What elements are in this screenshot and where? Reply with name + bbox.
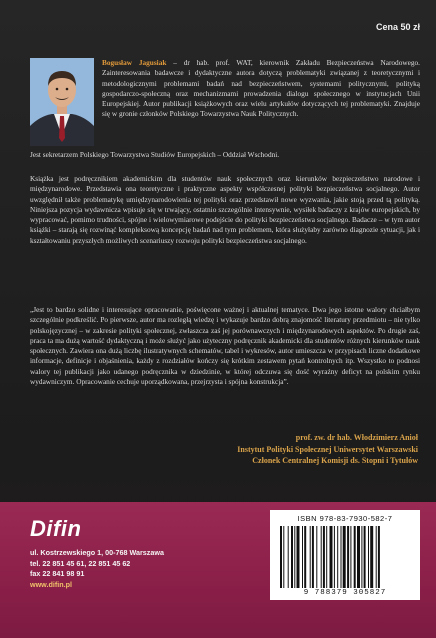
author-bio-tail: Jest sekretarzem Polskiego Towarzystwa Studiów Europejskich – Oddział Wschodni. <box>30 150 280 159</box>
publisher-footer <box>0 502 436 638</box>
review-quote: „Jest to bardzo solidne i interesujące opracowanie, poświęcone ważnej i aktualnej tematyce. Dwa jego istotne walory chciałbym szczególnie podkreślić. Po pierwsze, autor ma rozległą wiedzę i wykazuje bardzo dobrą znajomość literatury przedmiotu – nie tylko polskojęzycznej – w zakresie polityki społecznej, zwłaszcza zaś jej porównawczych i międzynarodowych aspektów. Po drugie zaś, praca ta ma dużą wartość dydaktyczną i może służyć jako użyteczny podręcznik akademicki dla studentów różnych kierunków nauk społecznych. Zawiera ona dużą liczbę ilustratywnych schematów, tabel i wykresów, autor umieszcza w przypisach liczne dodatkowe informacje, definicje i objaśnienia, każdy z rozdziałów kończy się krótkim zestawem pytań kontrolnych itp. Wszystko to podnosi walory tej publikacji jako udanego podręcznika w dziedzinie, w której odczuwa się dość wyraźny deficyt na polskim rynku wydawniczym. Opracowanie cechuje uporządkowana, przejrzysta i spójna konstrukcja”. <box>30 305 420 387</box>
barcode-stripe <box>354 526 356 588</box>
barcode-stripe <box>316 526 317 588</box>
barcode-bars-icon <box>280 526 410 588</box>
reviewer-role: Członek Centralnej Komisji ds. Stopni i Tytułów <box>252 456 418 465</box>
ean-number: 9 788379 305827 <box>303 589 387 597</box>
barcode-stripe <box>370 526 373 588</box>
barcode-stripe <box>337 526 338 588</box>
barcode-stripe <box>326 526 327 588</box>
barcode-stripe <box>341 526 342 588</box>
barcode <box>270 510 420 600</box>
reviewer-institution: Instytut Polityki Społecznej Uniwersytet Warszawski <box>237 444 418 454</box>
publisher-info <box>30 548 164 590</box>
barcode-stripe <box>280 526 282 588</box>
barcode-stripe <box>323 526 325 588</box>
barcode-stripe <box>347 526 349 588</box>
isbn-label: ISBN 978-83-7930-582-7 <box>297 514 393 523</box>
barcode-stripe <box>312 526 314 588</box>
price-label: Cena 50 zł <box>375 22 420 32</box>
publisher-fax: fax 22 841 98 91 <box>30 569 85 578</box>
barcode-stripe <box>378 526 380 588</box>
barcode-stripe <box>334 526 335 588</box>
barcode-stripe <box>376 526 377 588</box>
barcode-stripe <box>310 526 311 588</box>
barcode-stripe <box>364 526 366 588</box>
barcode-stripe <box>368 526 369 588</box>
reviewer-signature <box>237 432 418 467</box>
publisher-tel: tel. 22 851 45 61, 22 851 45 62 <box>30 558 131 568</box>
barcode-stripe <box>361 526 362 588</box>
barcode-stripe <box>343 526 346 588</box>
barcode-stripe <box>350 526 351 588</box>
barcode-stripe <box>283 526 284 588</box>
author-photo <box>30 58 94 146</box>
barcode-stripe <box>304 526 306 588</box>
book-description: Książka jest podręcznikiem akademickim dla studentów nauk społecznych oraz kierunków bezpieczeństwo narodowe i międzynarodowe. Przedstawia ona teoretyczne i praktyczne aspekty współczesnej polityki bezpieczeństwa socjalnego. Autor uwzględnił także problematykę umiędzynarodowienia tej polityki oraz przedstawił nowe wyzwania, jakie stoją przed tą polityką. Niniejsza pozycja wydawnicza wpisuje się w trwający, ostatnio szczególnie intensywnie, wysiłek badaczy z krajów europejskich, by wypracować, pomimo trudności, spójne i wielowymiarowe podejście do polityki bezpieczeństwa socjalnego. Badacze – w tym autor książki – starają się rozwinąć kompleksową koncepcję badań nad tym problemem, która służyłaby zarówno diagnozie sytuacji, jak i kształtowaniu przyszłych możliwych scenariuszy rozwoju polityki bezpieczeństwa socjalnego. <box>30 174 420 245</box>
publisher-logo: Difin <box>30 516 82 541</box>
author-portrait-icon <box>30 58 94 146</box>
barcode-stripe <box>291 526 293 588</box>
publisher-website: www.difin.pl <box>30 579 73 589</box>
barcode-stripe <box>302 526 303 588</box>
barcode-stripe <box>357 526 360 588</box>
author-bio <box>102 58 420 120</box>
publisher-address: ul. Kostrzewskiego 1, 00-768 Warszawa <box>30 548 164 557</box>
barcode-stripe <box>288 526 289 588</box>
barcode-stripe <box>294 526 295 588</box>
barcode-stripe <box>297 526 300 588</box>
barcode-stripe <box>330 526 333 588</box>
barcode-stripe <box>321 526 322 588</box>
author-name: Bogusław Jagusiak <box>102 58 167 67</box>
author-bio-text: – dr hab. prof. WAT, kierownik Zakładu Bezpieczeństwa Narodowego. Zainteresowania badawcze i dydaktyczne autora dotyczą problematyki związanej z teoretycznymi i metodologicznymi problemami badań nad bezpieczeństwem, systemami politycznymi, polityką gospodarczo-społeczną oraz mechanizmami prowadzenia dialogu społecznego w instytucjach Unii Europejskiej. Autor publikacji książkowych oraz wielu artykułów dotyczących tej problematyki. Znajduje się w gronie członków Polskiego Towarzystwa Nauk Politycznych. <box>102 58 420 119</box>
reviewer-name: prof. zw. dr hab. Włodzimierz Anioł <box>295 433 418 442</box>
